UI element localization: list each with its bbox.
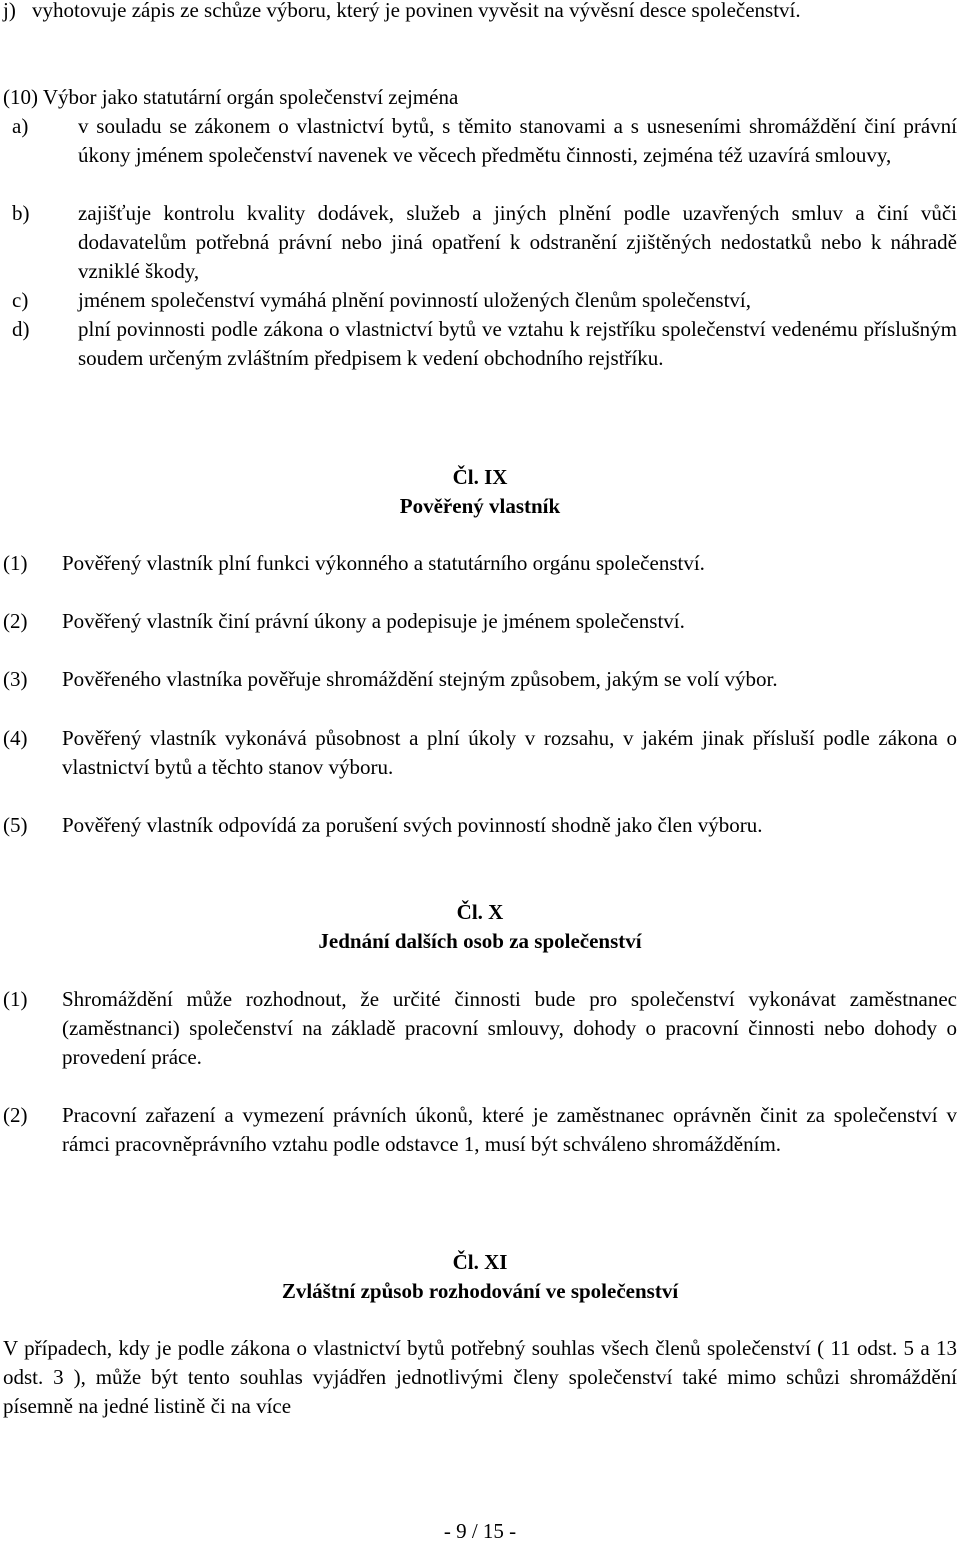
article-xi-title: Zvláštní způsob rozhodování ve společenství: [281, 1279, 679, 1303]
item-text: v souladu se zákonem o vlastnictví bytů, s těmito stanovami a s usneseními shromáždění činí právní úkony jménem společenství navenek ve věcech předmětu činnosti, zejména též uzavírá smlouvy,: [78, 114, 957, 167]
paragraph-text: Pověřeného vlastníka pověřuje shromáždění stejným způsobem, jakým se volí výbor.: [62, 667, 778, 691]
item-label: b): [12, 201, 30, 225]
article-xi-number: Čl. XI: [452, 1250, 508, 1274]
paragraph-label: (1): [3, 551, 28, 575]
paragraph-text: Pracovní zařazení a vymezení právních úkonů, které je zaměstnanec oprávněn činit za společenství v rámci pracovněprávního vztahu podle odstavce 1, musí být schváleno shromážděním.: [62, 1103, 957, 1156]
paragraph-label: (2): [3, 609, 28, 633]
paragraph-text: Shromáždění může rozhodnout, že určité činnosti bude pro společenství vykonávat zaměstnanec (zaměstnanci) společenství na základě pracovní smlouvy, dohody o pracovní činnosti nebo dohody o provedení práce.: [62, 987, 957, 1069]
item-label: d): [12, 317, 30, 341]
item-text: jménem společenství vymáhá plnění povinností uložených členům společenství,: [78, 288, 752, 312]
paragraph-label: (3): [3, 667, 28, 691]
item-label: j): [3, 0, 16, 22]
paragraph-label: (1): [3, 987, 28, 1011]
item-text: vyhotovuje zápis ze schůze výboru, který je povinen vyvěsit na vývěsní desce společenství.: [32, 0, 801, 22]
article-x-title: Jednání dalších osob za společenství: [318, 929, 642, 953]
item-text: zajišťuje kontrolu kvality dodávek, služeb a jiných plnění podle uzavřených smluv a činí vůči dodavatelům potřebná právní nebo jiná opatření k odstranění zjištěných nedostatků nebo k náhradě vzniklé škody,: [78, 201, 957, 283]
paragraph-text: Pověřený vlastník odpovídá za porušení svých povinností shodně jako člen výboru.: [62, 813, 763, 837]
paragraph-label: (4): [3, 726, 28, 750]
article-ix-number: Čl. IX: [452, 465, 508, 489]
item-label: a): [12, 114, 29, 138]
page-number: - 9 / 15 -: [443, 1519, 517, 1543]
paragraph-label: (2): [3, 1103, 28, 1127]
item-text: plní povinnosti podle zákona o vlastnictví bytů ve vztahu k rejstříku společenství vedenému příslušným soudem určeným zvláštním předpisem k vedení obchodního rejstříku.: [78, 317, 957, 370]
paragraph-text: V případech, kdy je podle zákona o vlastnictví bytů potřebný souhlas všech členů společenství ( 11 odst. 5 a 13 odst. 3 ), může být tento souhlas vyjádřen jednotlivými členy společenství také mimo schůzi shromáždění písemně na jedné listině či na více: [3, 1336, 957, 1418]
paragraph-label: (5): [3, 813, 28, 837]
paragraph-text: Pověřený vlastník plní funkci výkonného a statutárního orgánu společenství.: [62, 551, 705, 575]
article-x-number: Čl. X: [456, 900, 504, 924]
paragraph-text: Pověřený vlastník vykonává působnost a plní úkoly v rozsahu, v jakém jinak přísluší podle zákona o vlastnictví bytů a těchto stanov výboru.: [62, 726, 957, 779]
section-10-intro: (10) Výbor jako statutární orgán společenství zejména: [3, 85, 459, 109]
article-ix-title: Pověřený vlastník: [399, 494, 561, 518]
paragraph-text: Pověřený vlastník činí právní úkony a podepisuje je jménem společenství.: [62, 609, 685, 633]
item-label: c): [12, 288, 29, 312]
